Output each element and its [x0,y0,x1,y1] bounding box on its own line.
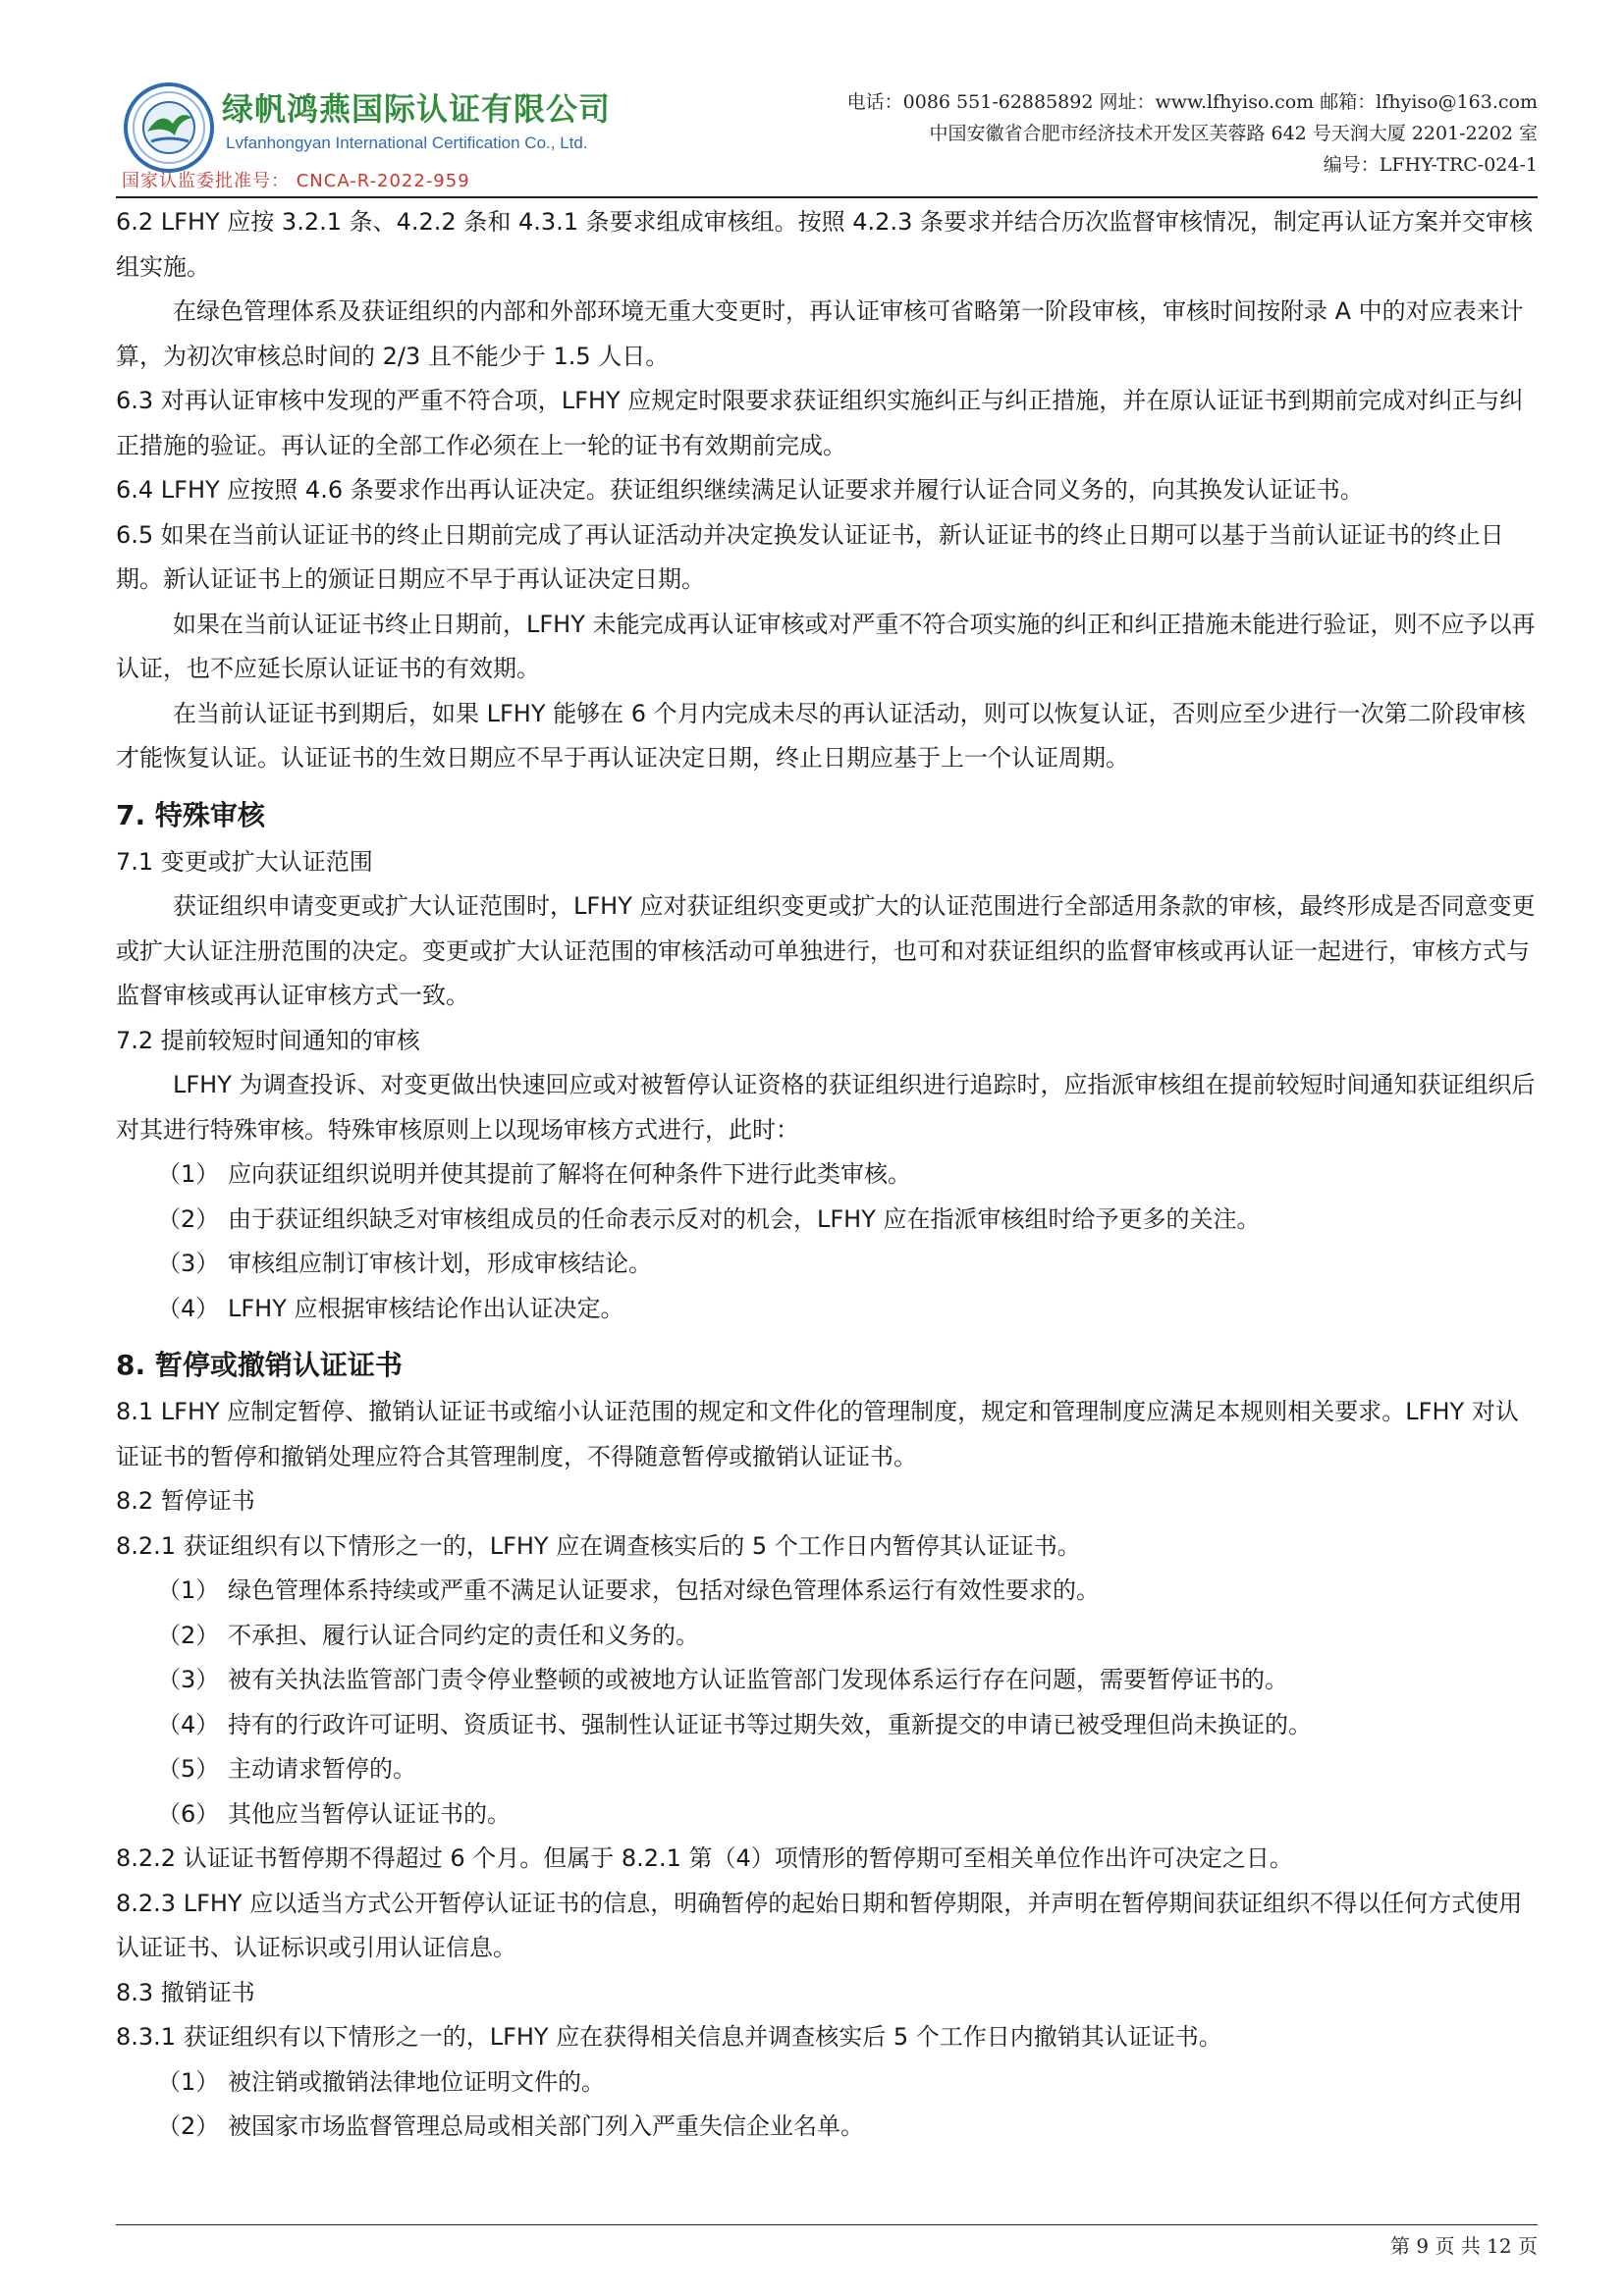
document-body [116,200,1538,2150]
list-item: （3） 审核组应制订审核计划，形成审核结论。 [157,1250,652,1277]
paragraph-8-2-2: 8.2.2 认证证书暂停期不得超过 6 个月。但属于 8.2.1 第（4）项情形的暂停期可至相关单位作出许可决定之日。 [116,1844,1293,1872]
page-number: 第 9 页 共 12 页 [1390,2234,1538,2258]
company-logo-icon [122,80,216,175]
list-item: （1） 被注销或撤销法律地位证明文件的。 [157,2067,605,2096]
document-number: 编号：LFHY-TRC-024-1 [1323,154,1538,176]
list-item: （2） 不承担、履行认证合同约定的责任和义务的。 [157,1621,699,1649]
subsection-heading-8-3: 8.3 撤销证书 [116,1978,255,2006]
footer-divider [116,2224,1538,2225]
contact-block [847,86,1538,181]
contact-line-1: 电话：0086 551-62885892 网址：www.lfhyiso.com 邮箱：lfhyiso@163.com [846,91,1538,113]
list-item: （2） 被国家市场监督管理总局或相关部门列入严重失信企业名单。 [157,2112,864,2140]
list-item: （5） 主动请求暂停的。 [157,1755,416,1783]
paragraph: 在绿色管理体系及获证组织的内部和外部环境无重大变更时，再认证审核可省略第一阶段审核，审核时间按附录 A 中的对应表来计算，为初次审核总时间的 2/3 且不能少于 1.5 人日。 [116,297,1524,370]
paragraph: 在当前认证证书到期后，如果 LFHY 能够在 6 个月内完成未尽的再认证活动，则可以恢复认证，否则应至少进行一次第二阶段审核才能恢复认证。认证证书的生效日期应不早于再认证决定日期，终止日期应基于上一个认证周期。 [116,699,1526,772]
list-item: （1） 应向获证组织说明并使其提前了解将在何种条件下进行此类审核。 [157,1160,911,1188]
header-divider [116,196,1538,198]
company-name-en: Lvfanhongyan International Certification Co., Ltd. [226,133,588,152]
paragraph-8-3-1: 8.3.1 获证组织有以下情形之一的，LFHY 应在获得相关信息并调查核实后 5 个工作日内撤销其认证证书。 [116,2023,1222,2051]
section-heading-7: 7. 特殊审核 [116,798,265,831]
subsection-heading-7-1: 7.1 变更或扩大认证范围 [116,847,373,876]
company-name-cn: 绿帆鸿燕国际认证有限公司 [222,90,612,128]
paragraph-6-2: 6.2 LFHY 应按 3.2.1 条、4.2.2 条和 4.3.1 条要求组成审核组。按照 4.2.3 条要求并结合历次监督审核情况，制定再认证方案并交审核组实施。 [116,208,1533,281]
list-item: （2） 由于获证组织缺乏对审核组成员的任命表示反对的机会，LFHY 应在指派审核组时给予更多的关注。 [157,1204,1261,1233]
subsection-heading-8-2: 8.2 暂停证书 [116,1487,255,1515]
cnca-approval-number: 国家认监委批准号： CNCA-R-2022-959 [122,171,470,191]
paragraph-8-2-1: 8.2.1 获证组织有以下情形之一的，LFHY 应在调查核实后的 5 个工作日内暂停其认证证书。 [116,1531,1081,1560]
paragraph-6-4: 6.4 LFHY 应按照 4.6 条要求作出再认证决定。获证组织继续满足认证要求并履行认证合同义务的，向其换发认证证书。 [116,476,1364,504]
paragraph-8-1: 8.1 LFHY 应制定暂停、撤销认证证书或缩小认证范围的规定和文件化的管理制度，规定和管理制度应满足本规则相关要求。LFHY 对认证证书的暂停和撤销处理应符合其管理制度，不得随意暂停或撤销认证证书。 [116,1398,1519,1470]
subsection-heading-7-2: 7.2 提前较短时间通知的审核 [116,1026,420,1054]
section-heading-8: 8. 暂停或撤销认证证书 [116,1349,403,1381]
list-item: （4） 持有的行政许可证明、资质证书、强制性认证证书等过期失效，重新提交的申请已被受理但尚未换证的。 [157,1710,1312,1738]
list-item: （3） 被有关执法监管部门责令停业整顿的或被地方认证监管部门发现体系运行存在问题，需要暂停证书的。 [157,1666,1288,1693]
paragraph: 如果在当前认证证书终止日期前，LFHY 未能完成再认证审核或对严重不符合项实施的纠正和纠正措施未能进行验证，则不应予以再认证，也不应延长原认证证书的有效期。 [116,610,1536,682]
paragraph-6-5: 6.5 如果在当前认证证书的终止日期前完成了再认证活动并决定换发认证证书，新认证证书的终止日期可以基于当前认证证书的终止日期。新认证证书上的颁证日期应不早于再认证决定日期。 [116,520,1504,593]
paragraph-6-3: 6.3 对再认证审核中发现的严重不符合项，LFHY 应规定时限要求获证组织实施纠正与纠正措施，并在原认证证书到期前完成对纠正与纠正措施的验证。再认证的全部工作必须在上一轮的证书有效期前完成。 [116,387,1524,459]
page-header [116,77,1538,196]
contact-line-2: 中国安徽省合肥市经济技术开发区芙蓉路 642 号天润大厦 2201-2202 室 [929,123,1538,144]
paragraph: LFHY 为调查投诉、对变更做出快速回应或对被暂停认证资格的获证组织进行追踪时，应指派审核组在提前较短时间通知获证组织后对其进行特殊审核。特殊审核原则上以现场审核方式进行，此时： [116,1071,1536,1144]
paragraph: 获证组织申请变更或扩大认证范围时，LFHY 应对获证组织变更或扩大的认证范围进行全部适用条款的审核，最终形成是否同意变更或扩大认证注册范围的决定。变更或扩大认证范围的审核活动可单独进行，也可和对获证组织的监督审核或再认证一起进行，审核方式与监督审核或再认证审核方式一致。 [116,892,1536,1009]
list-item: （1） 绿色管理体系持续或严重不满足认证要求，包括对绿色管理体系运行有效性要求的。 [157,1576,1100,1604]
paragraph-8-2-3: 8.2.3 LFHY 应以适当方式公开暂停认证证书的信息，明确暂停的起始日期和暂停期限，并声明在暂停期间获证组织不得以任何方式使用认证证书、认证标识或引用认证信息。 [116,1889,1523,1961]
list-item: （4） LFHY 应根据审核结论作出认证决定。 [157,1294,624,1322]
list-item: （6） 其他应当暂停认证证书的。 [157,1799,511,1828]
